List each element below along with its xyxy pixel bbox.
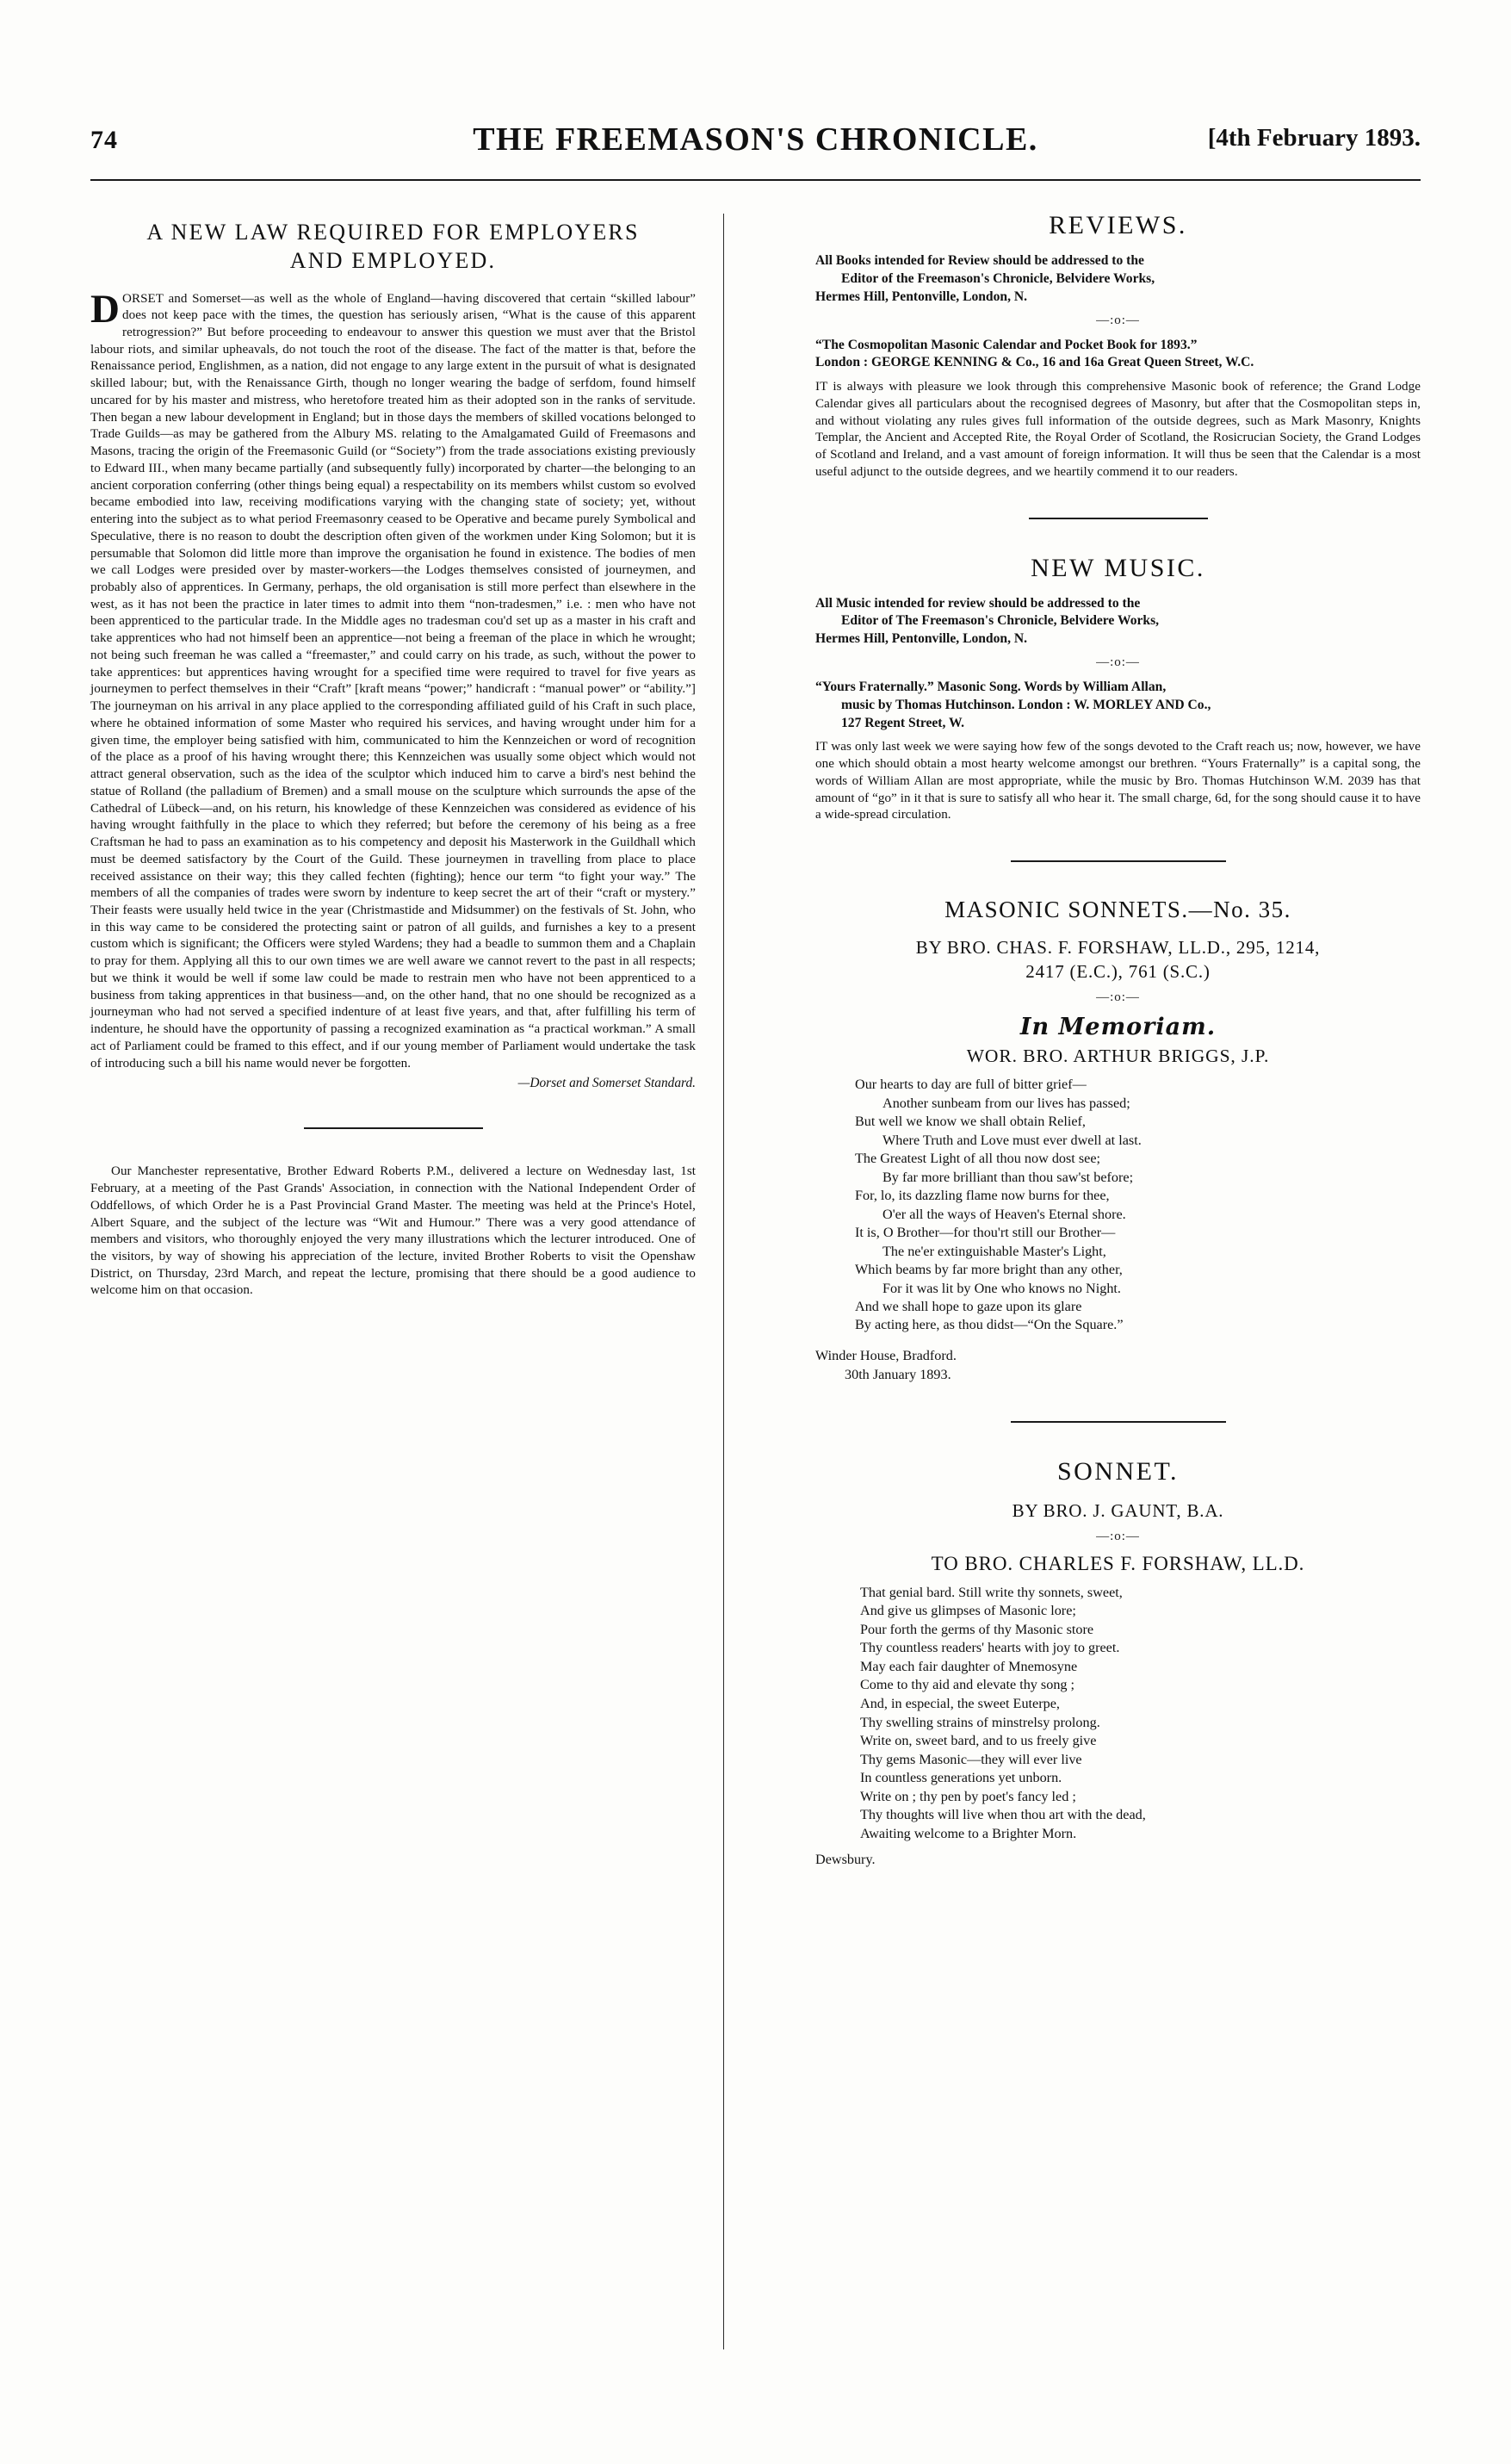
sonnet-line: May each fair daughter of Mnemosyne (860, 1658, 1078, 1674)
memoriam-signature-block (815, 1347, 1421, 1385)
column-divider-rule (723, 214, 724, 2349)
poem-line: For, lo, its dazzling flame now burns for thee, (855, 1188, 1110, 1204)
sonnet-poem (815, 1584, 1421, 1844)
article-attribution: —Dorset and Somerset Standard. (517, 1076, 696, 1091)
sonnet-line: And give us glimpses of Masonic lore; (860, 1603, 1076, 1619)
poem-line: By acting here, as thou didst—“On the Square.” (855, 1317, 1124, 1333)
masonic-sonnets-byline (815, 935, 1421, 984)
reviews-address-line-2: Editor of the Freemason's Chronicle, Belvidere Works, (841, 270, 1155, 286)
ornament-colon-divider-new-music: —:o:— (1096, 655, 1140, 670)
sonnet-line: Awaiting welcome to a Brighter Morn. (860, 1825, 1077, 1841)
sonnet-byline: BY BRO. J. GAUNT, B.A. (1012, 1499, 1224, 1521)
new-music-address-line-2: Editor of The Freemason's Chronicle, Belvidere Works, (841, 613, 1160, 629)
section-divider-rule (304, 1127, 483, 1129)
signature-date: 30th January 1893. (845, 1366, 951, 1382)
poem-line: Our hearts to day are full of bitter grief— (855, 1077, 1087, 1093)
manchester-note-paragraph: Our Manchester representative, Brother Edward Roberts P.M., delivered a lecture on Wednesday last, 1st February, at a meeting of the Past Grands' Association, in connection with the National Independent Order of Oddfellows, of which Order he is a Past Provincial Grand Master. The meeting was held at the Prince's Hotel, Albert Square, and the subject of the lecture was “Wit and Humour.” There was a very good attendance of members and visitors, who thoroughly enjoyed the very many illustrations which the lecturer introduced. One of the visitors, by way of showing his appreciation of the lecture, invited Brother Roberts to visit the Openshaw District, on Thursday, 23rd March, and repeat the lecture, promising that there should be a good audience to welcome him on that occasion. (90, 1164, 696, 1298)
poem-line: And we shall hope to gaze upon its glare (855, 1298, 1082, 1314)
poem-line: Another sunbeam from our lives has passed; (882, 1095, 1130, 1111)
article-title-line-1: A NEW LAW REQUIRED FOR EMPLOYERS (146, 220, 640, 245)
sonnet-line: Pour forth the germs of thy Masonic store (860, 1621, 1094, 1637)
in-memoriam-label: In Memoriam. (1019, 1014, 1217, 1041)
new-music-heading: NEW MUSIC. (1031, 553, 1205, 582)
poem-line: But well we know we shall obtain Relief, (855, 1114, 1086, 1130)
new-music-item-heading (815, 679, 1421, 732)
sonnet-line: Thy countless readers' hearts with joy to greet. (860, 1640, 1120, 1656)
review-book-imprint: London : GEORGE KENNING & Co., 16 and 16a Great Queen Street, W.C. (815, 355, 1254, 370)
sonnet-line: Thy thoughts will live when thou art with the dead, (860, 1807, 1146, 1823)
sonnet-line: Write on, sweet bard, and to us freely give (860, 1733, 1097, 1749)
masonic-sonnets-byline-line-2: 2417 (E.C.), 761 (S.C.) (1025, 961, 1211, 983)
sonnet-line: In countless generations yet unborn. (860, 1770, 1062, 1786)
masonic-sonnets-byline-line-1: BY BRO. CHAS. F. FORSHAW, LL.D., 295, 1214, (915, 937, 1321, 959)
sonnet-line: Come to thy aid and elevate thy song ; (860, 1677, 1075, 1693)
sonnet-line: And, in especial, the sweet Euterpe, (860, 1696, 1060, 1712)
new-music-review-text: IT was only last week we were saying how few of the songs devoted to the Craft reach us; now, however, we have one which should obtain a most hearty welcome amongst our brethren. “Yours Fraternally” is a capital song, the words of William Allan are most appropriate, while the music by Bro. Thomas Hutchinson W.M. 2039 has that amount of “go” in it that is sure to satisfy all who hear it. The small charge, 6d, for the song should cause it to have a wide-spread circulation. (815, 740, 1421, 822)
new-music-item-line-1: “Yours Fraternally.” Masonic Song. Words by William Allan, (815, 680, 1167, 695)
section-divider-rule-reviews (1029, 518, 1208, 519)
new-music-submission-address (815, 595, 1421, 649)
new-music-item-line-2: music by Thomas Hutchinson. London : W. MORLEY AND Co., (841, 697, 1211, 712)
reviews-submission-address (815, 252, 1421, 307)
reviews-address-line-3: Hermes Hill, Pentonville, London, N. (815, 289, 1028, 304)
article-body-paragraph: DORSET and Somerset—as well as the whole of England—having discovered that certain “skilled labour” does not keep pace with the times, the question has seriously arisen, “What is the cause of this apparent retrogression?” But before proceeding to endeavour to answer this question we must aver that the Bristol labour riots, and similar upheavals, do not touch the root of the disease. The fact of the matter is that, before the Renaissance period, Englishmen, as a nation, did not engage to any large extent in the pursuit of what is designated skilled labour; but, with the Renaissance Girth, though no longer wearing the badge of serfdom, found himself uncared for by his master and mistress, who heretofore treated him as their adopted son in the ranks of servitude. Then began a new labour development in England; but in those days the members of skilled vocations belonged to Trade Guilds—as may be gathered from the Albury MS. relating to the Amalgamated Guild of Freemasons and Masons, tracing the origin of the Freemasonic Guild (or “Society”) from the trade associations existing previously to Edward III., when many became partially (and subsequently fully) incorporated by charter—the belonging to an ancient corporation conferring (other things being equal) a respectability on its members whilst custom so evolved became embodied into law, receiving modifications varying with the changing state of society; yet, without entering into the subject as to what period Freemasonry ceased to be Operative and became purely Symbolical and Speculative, there is no reason to doubt the description often given of the workmen under King Solomon; but it is persumable that Solomon did little more than improve the organisation he found in existence. The bodies of men we call Lodges were presided over by master-workers—the Lodges themselves consisted of journeymen, and probably also of apprentices. In Germany, perhaps, the old organisation is still more perfect than elsewhere in the west, as it has not been the practice in later times to admit into them “non-tradesmen,” i.e. : men who have not been apprenticed to the particular trade. In the Middle ages no tradesman cou'd set up as a master in his craft and take apprentices who had not himself been an apprentice—not being a freeman of the place in which he wrought; not being such freeman he was called a “freemaster,” and could carry on his trade, as such, without the power to take apprentices: but apprentices having wrought for a specified time were required to travel for five years as journeymen to perfect themselves in their “Craft” [kraft means “power;” handicraft : “manual power” or “ability.”] The journeyman on his arrival in any place applied to the corresponding affiliated guild of his Craft in such place, where he obtained information of some Master who required his services, and having wrought under him for a given time, the employer being satisfied with him, communicated to him the Kennzeichen or word of recognition of the place as a proof of his having wrought there; this Kennzeichen was usually some object which would not attract general observation, such as the idea of the sculptor which induced him to carve a bird's nest behind the statue of Rolland (the palladium of Bremen) and a small mouse on the sculpture which surrounds the apse of the Cathedral of Lübeck—and, on his return, his knowledge of these Kennzeichen was considered as evidence of his having wrought faithfully in the place to which they referred; but before the ceremony of his being as a free Craftsman he had to pass an examination as to his competency and deposit his Masterwork in the Guildhall which must be deemed satisfactory by the Court of the Guild. These journeymen in travelling from place to place received assistance on their way; this they called fechten (fighting); hence our term “to fight your way.” The members of all the companies of trades were sworn by indenture to keep secret the art of their “craft or mystery.” Their feasts were usually held twice in the year (Christmastide and Midsummer) on the festivals of St. John, who in this way came to be considered the protecting saint or patron of all guilds, and furnishes a key to a present custom which is significant; the Officers were styled Wardens; they had a beadle to summon them and a Chaplain to pray for them. Applying all this to our own times we are well aware we cannot revert to the past in all respects; but we think it would be well if some law could be made to restrain men who have not been apprenticed to a business from taking apprentices in that business—and, on the other hand, that no one should be recognized as a journeyman who had not served a specified indenture of at least five years, and that, after fulfilling his term of indenture, he should have the opportunity of passing a recognized examination as “a practical workman.” A small act of Parliament could be framed to this effect, and if our young member of Parliament would undertake the task of introducing such a bill his name would never be forgotten. (90, 286, 696, 1071)
poem-line: It is, O Brother—for thou'rt still our Brother— (855, 1225, 1116, 1241)
reviews-heading: REVIEWS. (1049, 211, 1187, 239)
sonnet-dedication: TO BRO. CHARLES F. FORSHAW, LL.D. (931, 1552, 1305, 1574)
poem-line: Where Truth and Love must ever dwell at last. (882, 1132, 1142, 1148)
publication-title: THE FREEMASON'S CHRONICLE. (473, 121, 1038, 158)
memoriam-poem (815, 1076, 1421, 1335)
reviews-address-line-1: All Books intended for Review should be addressed to the (815, 253, 1144, 268)
sonnet-line: That genial bard. Still write thy sonnets, sweet, (860, 1584, 1123, 1600)
sonnet-line: Thy swelling strains of minstrelsy prolong. (860, 1714, 1100, 1730)
sonnet-signature: Dewsbury. (815, 1852, 876, 1868)
signature-place: Winder House, Bradford. (815, 1347, 957, 1363)
left-column (90, 211, 696, 1301)
poem-line: The Greatest Light of all thou now dost see; (855, 1151, 1101, 1167)
section-divider-rule-new-music (1011, 860, 1226, 862)
new-music-address-line-3: Hermes Hill, Pentonville, London, N. (815, 631, 1028, 647)
review-book-title: “The Cosmopolitan Masonic Calendar and Pocket Book for 1893.” (815, 337, 1198, 352)
poem-line: For it was lit by One who knows no Night. (882, 1280, 1121, 1296)
article-title (90, 218, 696, 276)
masthead (90, 121, 1421, 181)
poem-line: The ne'er extinguishable Master's Light, (882, 1243, 1106, 1259)
page-folio-number: 74 (90, 126, 118, 154)
right-column (815, 211, 1421, 1868)
new-music-address-line-1: All Music intended for review should be addressed to the (815, 595, 1141, 611)
ornament-colon-divider-reviews: —:o:— (1096, 313, 1140, 327)
poem-line: Which beams by far more bright than any other, (855, 1262, 1123, 1278)
review-body-text: IT is always with pleasure we look through this comprehensive Masonic book of reference; the Grand Lodge Calendar gives all particulars about the recognised degrees of Masonry, but after that the Cosmopolitan steps in, and without violating any rules gives full information of the outside degrees, such as Mark Masonry, Knights Templar, the Ancient and Accepted Rite, the Royal Order of Scotland, the Rosicrucian Society, the Grand Lodges of Scotland and Ireland, and a vast amount of foreign information. It will thus be seen that the Calendar is a most useful adjunct to the outside degrees, and we heartily commend it to our readers. (815, 380, 1421, 479)
issue-date: [4th February 1893. (1207, 124, 1421, 152)
new-music-item-line-3: 127 Regent Street, W. (841, 715, 965, 730)
masonic-sonnets-heading: MASONIC SONNETS.—No. 35. (944, 897, 1291, 923)
masthead-rule (90, 179, 1421, 181)
sonnet-line: Write on ; thy pen by poet's fancy led ; (860, 1788, 1076, 1804)
section-divider-rule-sonnet (1011, 1421, 1226, 1423)
ornament-colon-divider-sonnets: —:o:— (1096, 990, 1140, 1005)
ornament-colon-divider-sonnet: —:o:— (1096, 1529, 1140, 1543)
poem-line: O'er all the ways of Heaven's Eternal shore. (882, 1206, 1126, 1222)
sonnet-line: Thy gems Masonic—they will ever live (860, 1751, 1082, 1767)
review-book-heading (815, 337, 1421, 372)
memoriam-subject-name: WOR. BRO. ARTHUR BRIGGS, J.P. (966, 1046, 1270, 1067)
poem-line: By far more brilliant than thou saw'st before; (882, 1169, 1134, 1185)
sonnet-heading: SONNET. (1056, 1456, 1180, 1486)
article-title-line-2: AND EMPLOYED. (289, 248, 497, 274)
